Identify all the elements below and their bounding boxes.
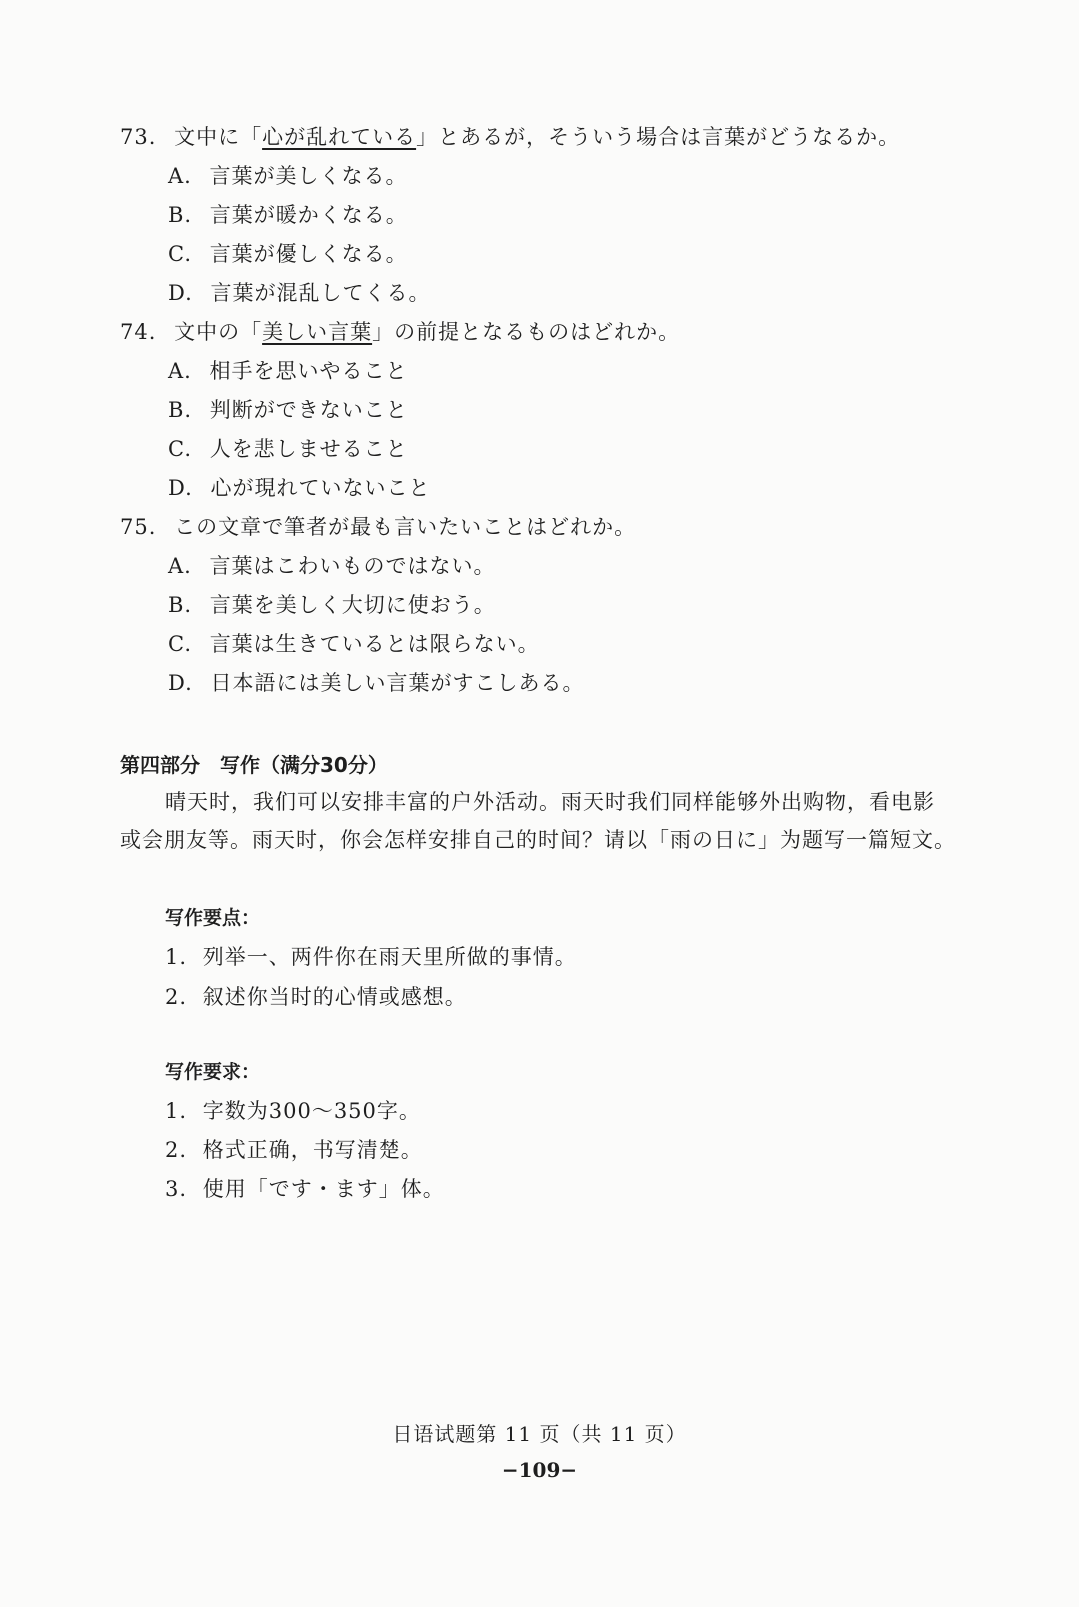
question-number: 74. [120, 320, 157, 344]
page-number: −109− [501, 1458, 578, 1482]
option-text: 言葉が混乱してくる。 [210, 281, 431, 305]
writing-point-2 [165, 981, 467, 1011]
question-number: 73. [120, 125, 157, 149]
option-73-b [168, 199, 408, 229]
page-footer-label: 日语试题第 11 页（共 11 页） [392, 1422, 687, 1446]
option-74-d [168, 472, 430, 502]
option-letter: D. [168, 671, 193, 695]
option-letter: B. [168, 593, 193, 617]
prompt-line-2: 或会朋友等。雨天时，你会怎样安排自己的时间？请以「雨の日に」为题写一篇短文。 [120, 828, 956, 852]
point-text: 叙述你当时的心情或感想。 [202, 985, 467, 1009]
question-text-post: 」とあるが，そういう場合は言葉がどうなるか。 [416, 125, 901, 149]
writing-requirement-2 [165, 1134, 423, 1164]
question-underlined-phrase: 心が乱れている [262, 125, 417, 149]
writing-point-1 [165, 941, 577, 971]
writing-requirements-title: 写作要求： [165, 1061, 261, 1083]
requirement-number: 1. [165, 1099, 188, 1123]
option-text: 言葉が美しくなる。 [209, 164, 408, 188]
option-text: 言葉はこわいものではない。 [209, 554, 496, 578]
option-74-b [168, 394, 408, 424]
option-text: 判断ができないこと [209, 398, 408, 422]
option-text: 言葉が優しくなる。 [209, 242, 408, 266]
question-text-pre: 文中に「 [174, 125, 263, 149]
option-letter: C. [168, 437, 192, 461]
point-number: 1. [165, 945, 188, 969]
option-text: 言葉が暖かくなる。 [209, 203, 408, 227]
option-letter: D. [168, 281, 193, 305]
option-letter: B. [168, 398, 193, 422]
option-text: 日本語には美しい言葉がすこしある。 [210, 671, 585, 695]
option-text: 相手を思いやること [209, 359, 408, 383]
section-heading: 第四部分 写作（满分30分） [120, 753, 388, 777]
question-text-pre: 文中の「 [174, 320, 263, 344]
option-letter: A. [168, 164, 192, 188]
option-73-a [168, 160, 408, 190]
writing-points-title: 写作要点： [165, 907, 261, 929]
option-73-c [168, 238, 408, 268]
requirement-text: 格式正确，书写清楚。 [202, 1138, 423, 1162]
question-73 [120, 121, 900, 151]
question-75 [120, 511, 636, 541]
option-75-a [168, 550, 496, 580]
option-text: 言葉を美しく大切に使おう。 [209, 593, 496, 617]
writing-requirement-1 [165, 1095, 421, 1125]
option-letter: C. [168, 632, 192, 656]
option-75-c [168, 628, 540, 658]
question-underlined-phrase: 美しい言葉 [262, 320, 373, 344]
prompt-line-1: 晴天时，我们可以安排丰富的户外活动。雨天时我们同样能够外出购物，看电影 [165, 790, 935, 814]
option-74-a [168, 355, 408, 385]
option-letter: A. [168, 359, 192, 383]
requirement-text: 使用「です・ます」体。 [202, 1177, 445, 1201]
option-letter: A. [168, 554, 192, 578]
point-text: 列举一、两件你在雨天里所做的事情。 [202, 945, 577, 969]
option-letter: D. [168, 476, 193, 500]
question-text-post: 」の前提となるものはどれか。 [372, 320, 681, 344]
option-text: 人を悲しませること [209, 437, 408, 461]
question-74 [120, 316, 680, 346]
option-75-b [168, 589, 496, 619]
option-letter: B. [168, 203, 193, 227]
requirement-number: 3. [165, 1177, 188, 1201]
requirement-text: 字数为300～350字。 [202, 1099, 421, 1123]
option-75-d [168, 667, 584, 697]
writing-requirement-3 [165, 1173, 445, 1203]
option-74-c [168, 433, 408, 463]
question-text: この文章で筆者が最も言いたいことはどれか。 [174, 515, 637, 539]
question-number: 75. [120, 515, 157, 539]
option-73-d [168, 277, 430, 307]
option-text: 心が現れていないこと [210, 476, 431, 500]
option-letter: C. [168, 242, 192, 266]
requirement-number: 2. [165, 1138, 188, 1162]
point-number: 2. [165, 985, 188, 1009]
option-text: 言葉は生きているとは限らない。 [209, 632, 540, 656]
